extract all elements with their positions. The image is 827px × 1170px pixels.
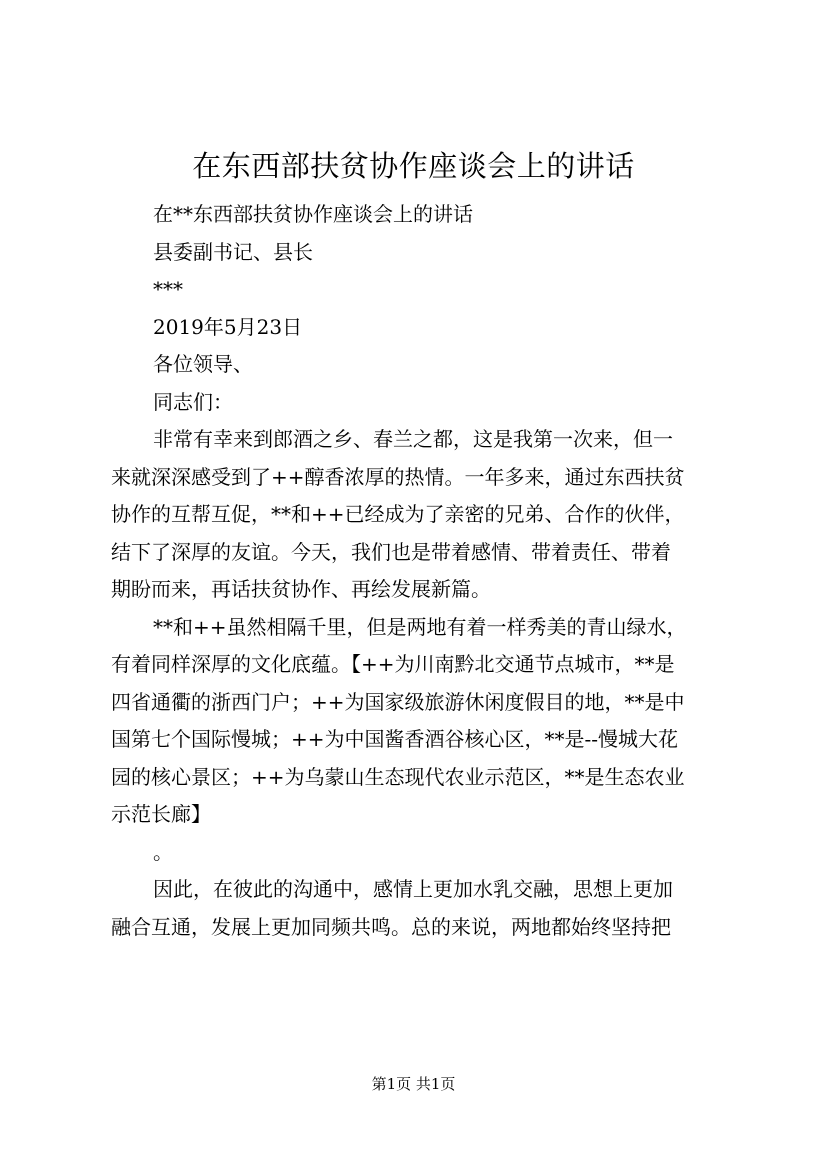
paragraph-line: **和++虽然相隔千里，但是两地有着一样秀美的青山绿水， — [153, 614, 687, 639]
paragraph-line: 国第七个国际慢城；++为中国酱香酒谷核心区，**是--慢城大花 — [111, 727, 679, 751]
paragraph-line: 期盼而来，再话扶贫协作、再绘发展新篇。 — [111, 577, 491, 601]
paragraph-line: 有着同样深厚的文化底蕴。【++为川南黔北交通节点城市，**是 — [111, 652, 675, 676]
paragraph-line: 来就深深感受到了++醇香浓厚的热情。一年多来，通过东西扶贫 — [111, 464, 685, 489]
paragraph-line: 融合互通，发展上更加同频共鸣。总的来说，两地都始终坚持把 — [111, 914, 671, 939]
header-line: 各位领导、 — [153, 352, 253, 376]
paragraph-line: 协作的互帮互促，**和++已经成为了亲密的兄弟、合作的伙伴， — [111, 502, 685, 526]
paragraph-line: 非常有幸来到郎酒之乡、春兰之都，这是我第一次来，但一 — [153, 427, 673, 451]
paragraph-line: 结下了深厚的友谊。今天，我们也是带着感情、带着责任、带着 — [111, 539, 671, 564]
paragraph-line: 因此，在彼此的沟通中，感情上更加水乳交融，思想上更加 — [153, 877, 673, 901]
header-line: 同志们： — [153, 389, 233, 414]
document-body — [111, 196, 723, 946]
paragraph-line: 。 — [153, 839, 173, 864]
header-line: *** — [153, 277, 183, 301]
header-line: 在**东西部扶贫协作座谈会上的讲话 — [153, 202, 473, 226]
paragraph-line: 示范长廊】 — [111, 802, 211, 826]
document-title: 在东西部扶贫协作座谈会上的讲话 — [192, 149, 635, 183]
header-line: 2019年5月23日 — [153, 314, 303, 339]
paragraph-line: 四省通衢的浙西门户；++为国家级旅游休闲度假目的地，**是中 — [111, 689, 685, 714]
paragraph-line: 园的核心景区；++为乌蒙山生态现代农业示范区，**是生态农业 — [111, 764, 685, 789]
page-footer: 第1页 共1页 — [371, 1075, 456, 1093]
header-line: 县委副书记、县长 — [153, 239, 313, 264]
